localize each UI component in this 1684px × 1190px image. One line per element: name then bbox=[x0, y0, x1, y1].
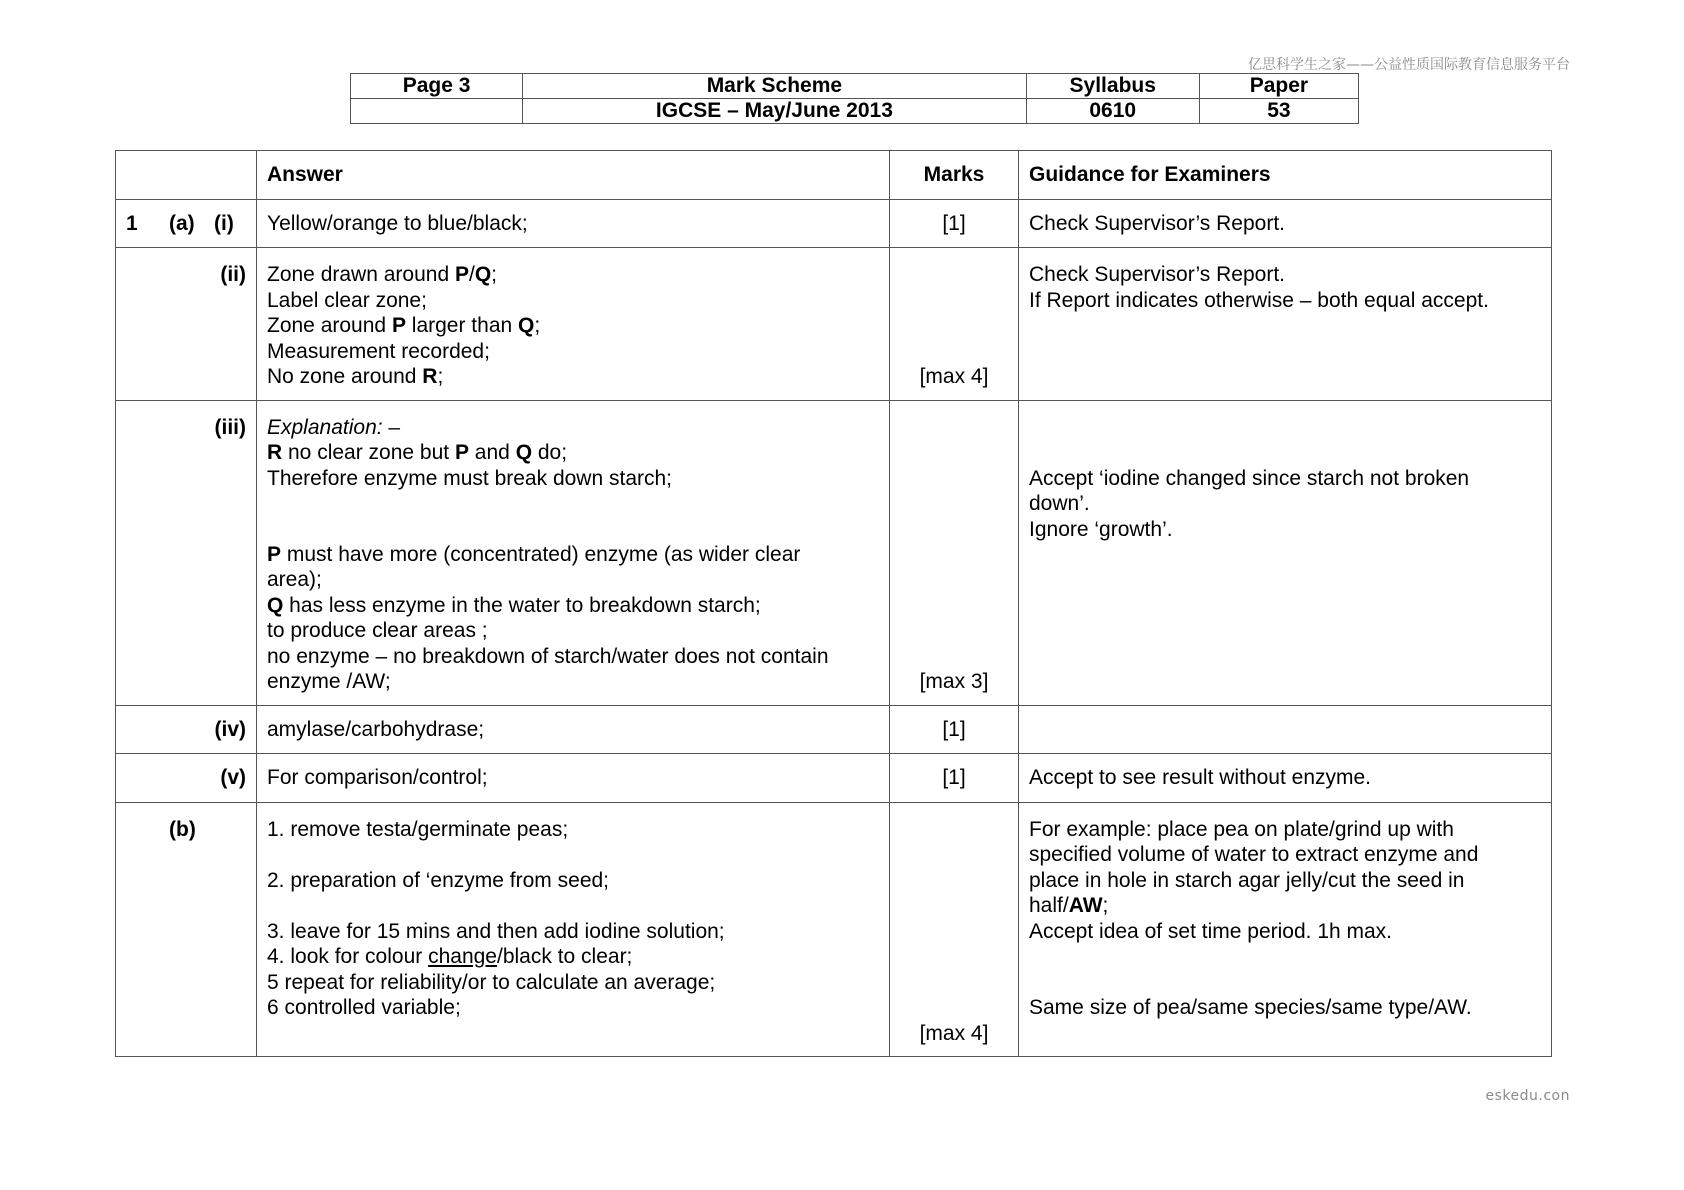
question-header bbox=[116, 151, 257, 200]
answer-cell: For comparison/control; bbox=[257, 754, 890, 803]
marks-cell: [1] bbox=[890, 705, 1019, 754]
guidance-cell: Check Supervisor’s Report. If Report indicates otherwise – both equal accept. bbox=[1019, 248, 1552, 401]
question-part: (a) bbox=[169, 211, 195, 235]
marks-cell: [max 4] bbox=[890, 802, 1019, 1057]
table-row bbox=[116, 802, 1552, 1057]
marks-header: Marks bbox=[890, 151, 1019, 200]
mark-scheme-title: Mark Scheme bbox=[523, 74, 1026, 99]
answer-cell: Yellow/orange to blue/black; bbox=[257, 199, 890, 248]
marks-cell: [max 4] bbox=[890, 248, 1019, 401]
page-header-table bbox=[350, 73, 1359, 124]
syllabus-label: Syllabus bbox=[1026, 74, 1199, 99]
answer-cell: amylase/carbohydrase; bbox=[257, 705, 890, 754]
paper-number: 53 bbox=[1199, 99, 1358, 124]
answer-header: Answer bbox=[257, 151, 890, 200]
question-subpart: (i) bbox=[214, 211, 234, 235]
question-subpart: (iv) bbox=[116, 705, 257, 754]
mark-scheme-table bbox=[115, 150, 1552, 1057]
table-row bbox=[116, 754, 1552, 803]
answer-cell: Zone drawn around P/Q; Label clear zone; Zone around P larger than Q; Measurement recorded; No zone around R; bbox=[257, 248, 890, 401]
question-subpart: (v) bbox=[116, 754, 257, 803]
answer-cell: Explanation: – R no clear zone but P and Q do; Therefore enzyme must break down starch; P must have more (concentrated) enzyme (as wider clear area); Q has less enzyme in the water to breakdown starch; to produce clear areas ; no enzyme – no breakdown of starch/water does not contain enzyme /AW; bbox=[257, 400, 890, 705]
marks-cell: [1] bbox=[890, 199, 1019, 248]
table-row bbox=[116, 705, 1552, 754]
empty-cell bbox=[351, 99, 523, 124]
guidance-cell: Accept ‘iodine changed since starch not broken down’. Ignore ‘growth’. bbox=[1019, 400, 1552, 705]
question-subpart: (iii) bbox=[116, 400, 257, 705]
table-row bbox=[116, 400, 1552, 705]
guidance-cell bbox=[1019, 705, 1552, 754]
column-header-row bbox=[116, 151, 1552, 200]
question-number bbox=[116, 199, 257, 248]
guidance-cell: Check Supervisor’s Report. bbox=[1019, 199, 1552, 248]
marks-cell: [1] bbox=[890, 754, 1019, 803]
table-row bbox=[116, 199, 1552, 248]
table-row bbox=[116, 248, 1552, 401]
watermark-top: 亿思科学生之家——公益性质国际教育信息服务平台 bbox=[1248, 57, 1570, 73]
page-number: Page 3 bbox=[351, 74, 523, 99]
question-part: (b) bbox=[116, 802, 257, 1057]
question-main: 1 bbox=[126, 211, 138, 235]
syllabus-code: 0610 bbox=[1026, 99, 1199, 124]
paper-label: Paper bbox=[1199, 74, 1358, 99]
exam-session: IGCSE – May/June 2013 bbox=[523, 99, 1026, 124]
question-subpart: (ii) bbox=[116, 248, 257, 401]
marks-cell: [max 3] bbox=[890, 400, 1019, 705]
guidance-header: Guidance for Examiners bbox=[1019, 151, 1552, 200]
watermark-bottom: eskedu.con bbox=[1485, 1088, 1570, 1104]
guidance-cell: Accept to see result without enzyme. bbox=[1019, 754, 1552, 803]
answer-cell: 1. remove testa/germinate peas; 2. preparation of ‘enzyme from seed; 3. leave for 15 mins and then add iodine solution; 4. look for colour change/black to clear; 5 repeat for reliability/or to calculate an average; 6 controlled variable; bbox=[257, 802, 890, 1057]
guidance-cell: For example: place pea on plate/grind up with specified volume of water to extract enzyme and place in hole in starch agar jelly/cut the seed in half/AW; Accept idea of set time period. 1h max. Same size of pea/same species/same type/AW. bbox=[1019, 802, 1552, 1057]
